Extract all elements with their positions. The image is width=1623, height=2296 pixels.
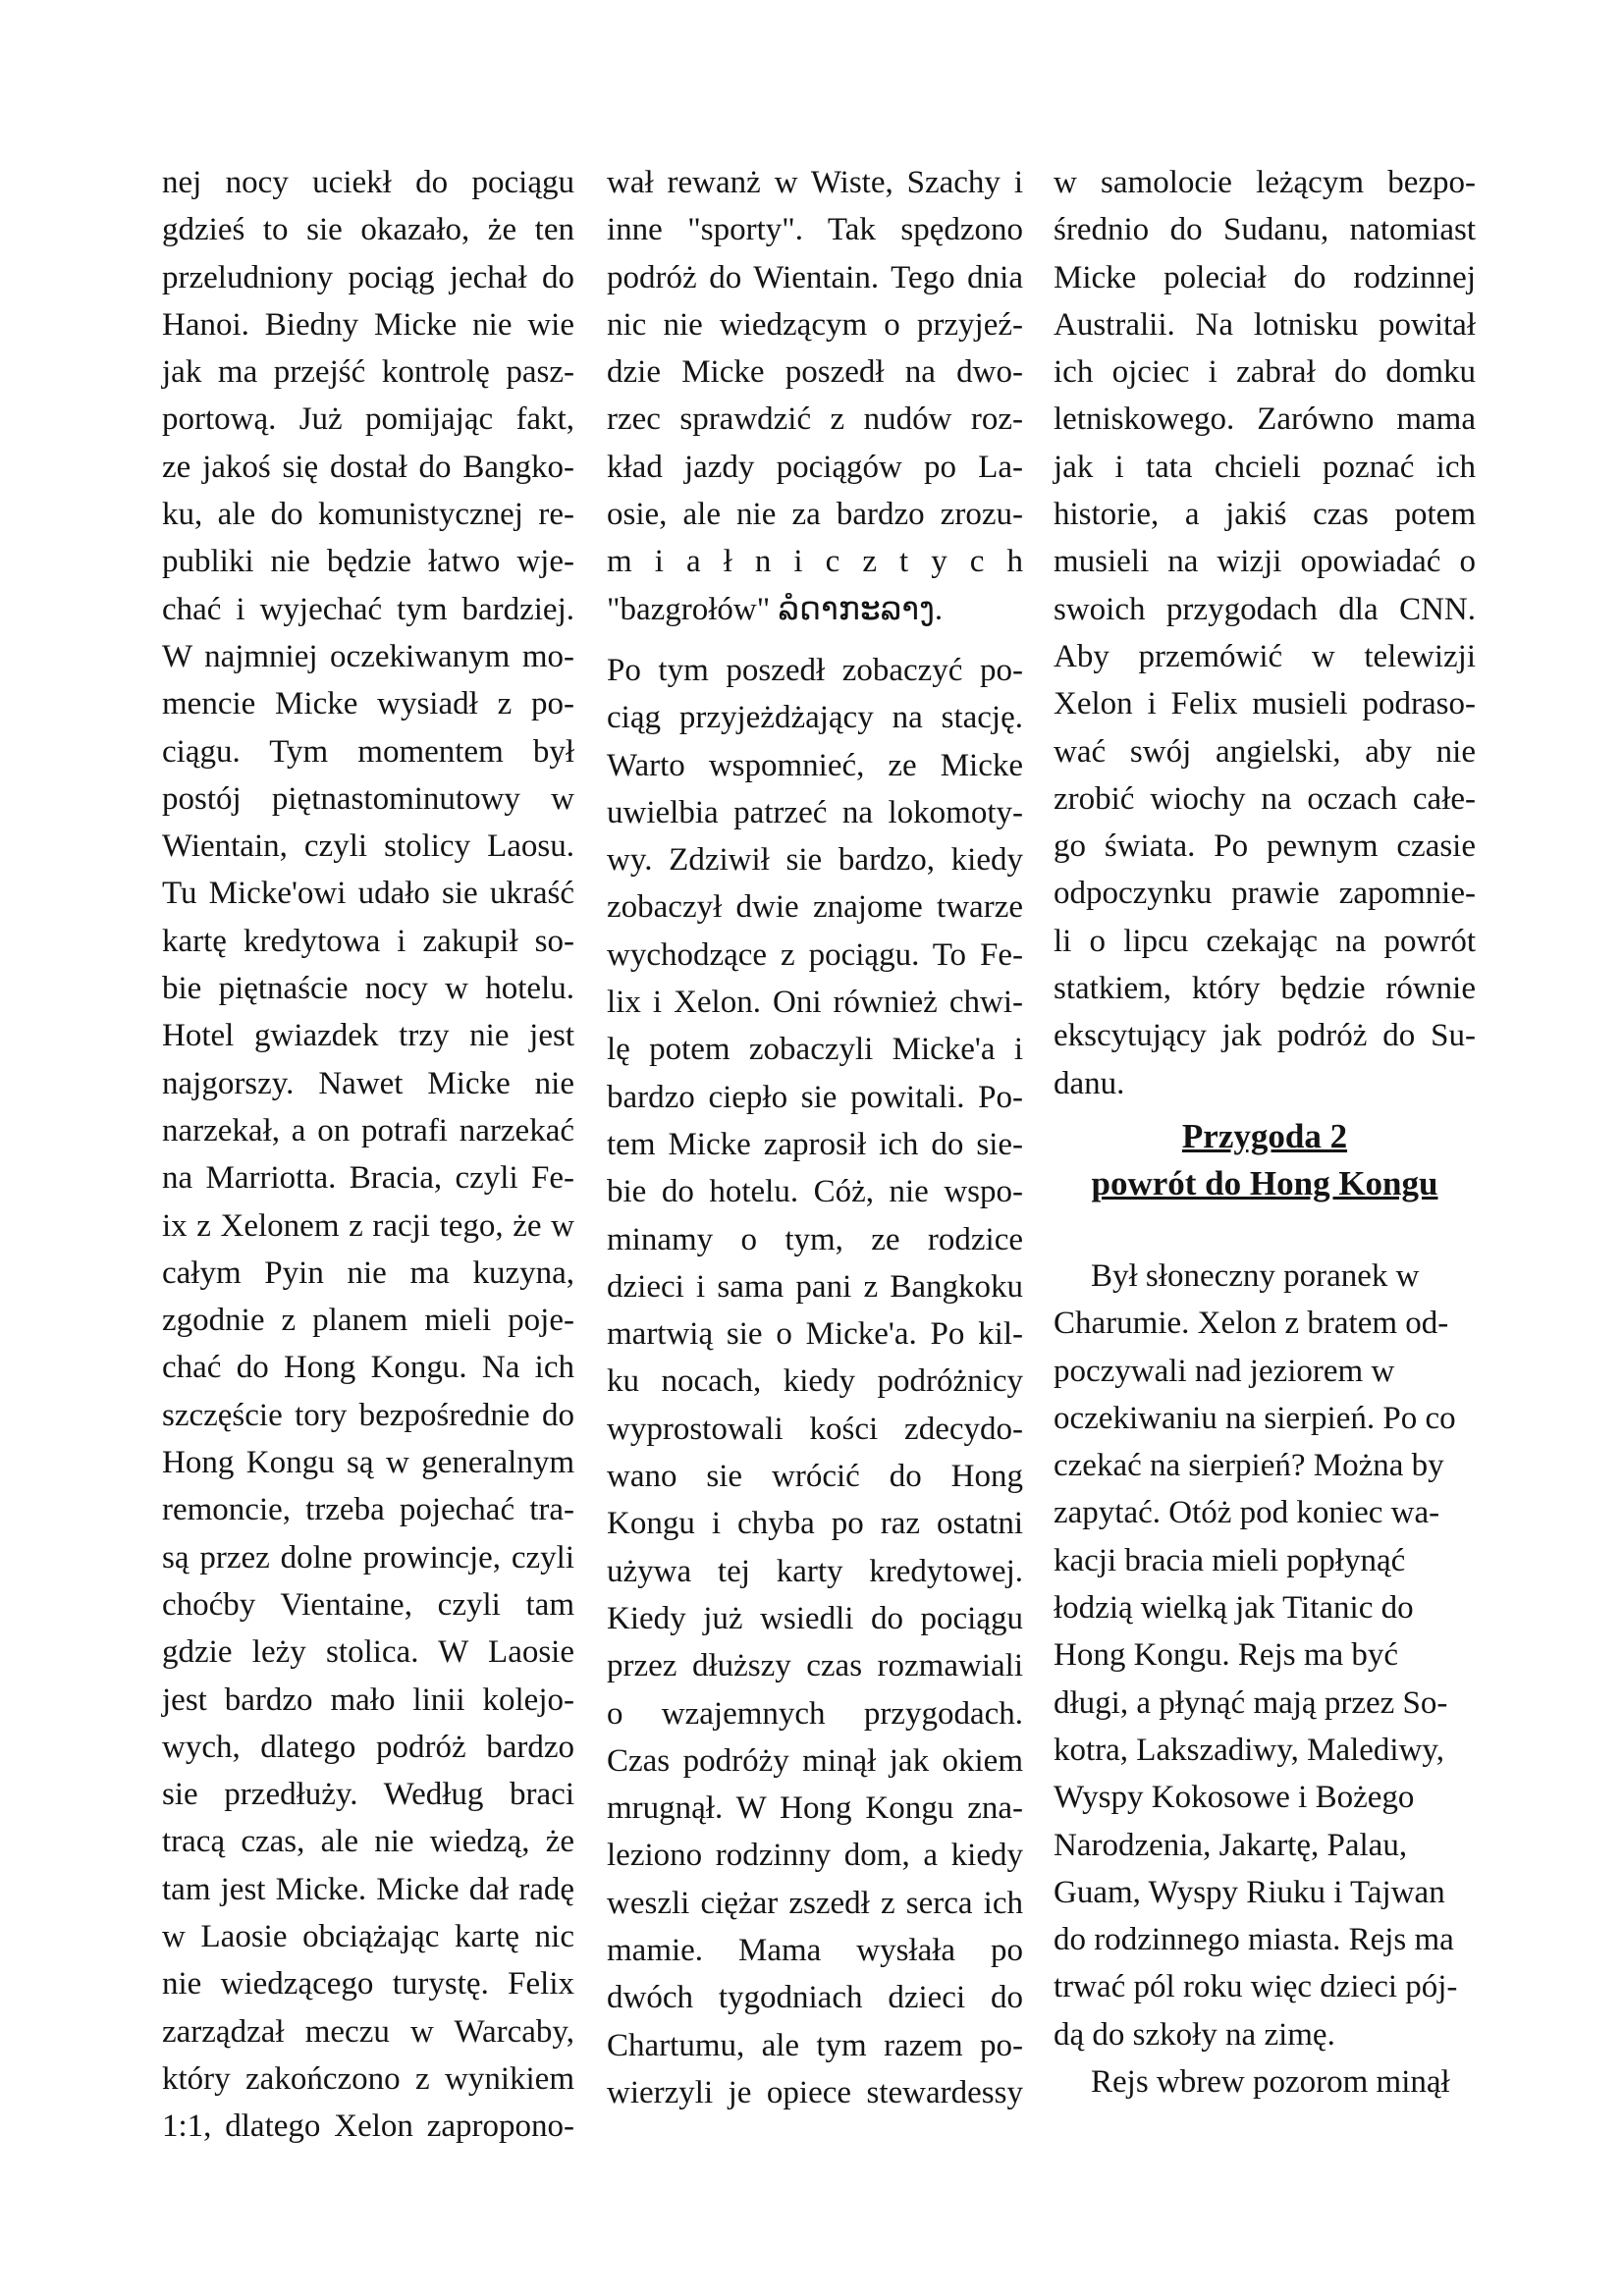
text-line: dzieci i sama pani z Bangkoku [607,1268,1023,1305]
text-line: na Marriotta. Bracia, czyli Fe- [162,1160,574,1197]
text-line: odpoczynku prawie zapomnie- [1054,876,1476,912]
text-line: czekać na sierpień? Można by [1054,1448,1444,1484]
text-line: zarządzał meczu w Warcaby, [162,2013,574,2050]
text-line: szczęście tory bezpośrednie do [162,1397,574,1433]
text-line: Hong Kongu. Rejs ma być [1054,1637,1399,1674]
text-line: bardzo ciepło sie powitali. Po- [607,1079,1023,1115]
text-line: który zakończono z wynikiem [162,2060,574,2097]
text-line: postój piętnastominutowy w [162,780,574,817]
text-line: Hanoi. Biedny Micke nie wie [162,306,574,343]
text-line: Narodzenia, Jakartę, Palau, [1054,1827,1408,1863]
text-line: Warto wspomnieć, ze Micke [607,747,1023,783]
text-line: lę potem zobaczyli Micke'a i [607,1032,1023,1068]
text-line: tracą czas, ale nie wiedzą, że [162,1824,574,1860]
text-line: ciągu. Tym momentem był [162,733,574,770]
text-line: ekscytujący jak podróż do Su- [1054,1018,1476,1054]
text-line: wierzyli je opiece stewardessy [607,2074,1023,2110]
text-line: Wientain, czyli stolicy Laosu. [162,828,574,865]
text-line: zrobić wiochy na oczach całe- [1054,780,1476,817]
text-line: W najmniej oczekiwanym mo- [162,638,574,674]
text-line: całym Pyin nie ma kuzyna, [162,1255,574,1291]
text-line: jak i tata chcieli poznać ich [1054,449,1476,485]
text-line: bie piętnaście nocy w hotelu. [162,971,574,1007]
text-line: jak ma przejść kontrolę pasz- [162,354,574,391]
text-line: rzec sprawdzić z nudów roz- [607,401,1023,438]
text-line: martwią sie o Micke'a. Po kil- [607,1316,1023,1353]
text-line: lix i Xelon. Oni również chwi- [607,985,1023,1021]
text-line: tem Micke zaprosił ich do sie- [607,1126,1023,1162]
text-line: w samolocie leżącym bezpo- [1054,165,1476,200]
text-line: bie do hotelu. Cóż, nie wspo- [607,1174,1023,1210]
text-line: Xelon i Felix musieli podraso- [1054,686,1476,722]
text-column-1 [162,159,574,2150]
text-line: go świata. Po pewnym czasie [1054,828,1476,865]
text-line: nic nie wiedzącym o przyjeź- [607,306,1023,343]
text-line: przez dłuższy czas rozmawiali [607,1648,1023,1684]
text-line: kład jazdy pociągów po La- [607,449,1023,485]
text-line: mamie. Mama wysłała po [607,1932,1023,1968]
text-line: Kongu i chyba po raz ostatni [607,1506,1023,1542]
text-line: Tu Micke'owi udało sie ukraść [162,876,574,912]
text-line: są przez dolne prowincje, czyli [162,1539,574,1575]
text-line: o wzajemnych przygodach. [607,1695,1023,1732]
paragraph-gap [607,633,1023,647]
text-line: ix z Xelonem z racji tego, że w [162,1207,574,1244]
text-line: nie wiedzącego turystę. Felix [162,1966,574,2002]
text-line: portową. Już pomijając fakt, [162,401,574,438]
text-line: ich ojciec i zabrał do domku [1054,354,1476,391]
text-line: wy. Zdziwił sie bardzo, kiedy [607,842,1023,879]
text-line: wano sie wrócić do Hong [607,1459,1023,1495]
text-line: osie, ale nie za bardzo zrozu- [607,497,1023,533]
text-line: gdzieś to sie okazało, że ten [162,212,574,248]
text-line: wyprostowali kości zdecydo- [607,1411,1023,1447]
text-line: Po tym poszedł zobaczyć po- [607,652,1023,688]
text-line: choćby Vientaine, czyli tam [162,1586,574,1623]
text-line: trwać pól roku więc dzieci pój- [1054,1969,1458,2005]
text-line: chać do Hong Kongu. Na ich [162,1350,574,1386]
text-line: uwielbia patrzeć na lokomoty- [607,794,1023,830]
text-line: kacji bracia mieli popłynąć [1054,1542,1406,1578]
text-line: poczywali nad jeziorem w [1054,1353,1395,1389]
text-line: dwóch tygodniach dzieci do [607,1980,1023,2016]
text-line: chać i wyjechać tym bardziej. [162,591,574,627]
text-line: Czas podróży minął jak okiem [607,1742,1023,1779]
text-line: dą do szkoły na zimę. [1054,2016,1335,2053]
text-line: oczekiwaniu na sierpień. Po co [1054,1400,1456,1436]
text-line: swoich przygodach dla CNN. [1054,591,1476,627]
text-line: Chartumu, ale tym razem po- [607,2027,1023,2063]
text-line: zapytać. Otóż pod koniec wa- [1054,1495,1440,1531]
text-line: Hong Kongu są w generalnym [162,1445,574,1481]
text-line: leziono rodzinny dom, a kiedy [607,1838,1023,1874]
text-line: 1:1, dlatego Xelon zapropono- [162,2109,574,2145]
text-line: kartę kredytowa i zakupił so- [162,923,574,959]
text-line: minamy o tym, ze rodzice [607,1221,1023,1257]
text-line: ku, ale do komunistycznej re- [162,497,574,533]
text-line: wychodzące z pociągu. To Fe- [607,936,1023,973]
section-heading-line-1: Przygoda 2 [1181,1116,1348,1155]
text-line: danu. [1054,1065,1125,1101]
text-line: Guam, Wyspy Riuku i Tajwan [1054,1874,1445,1910]
text-line: gdzie leży stolica. W Laosie [162,1634,574,1671]
text-line: ku nocach, kiedy podróżnicy [607,1363,1023,1400]
text-line: tam jest Micke. Micke dał radę [162,1871,574,1907]
heading-bottom-gap [1054,1207,1476,1253]
text-line: mencie Micke wysiadł z po- [162,686,574,722]
text-line: jest bardzo mało linii kolejo- [162,1682,574,1718]
text-line: li o lipcu czekając na powrót [1054,923,1476,959]
text-line: sie przedłuży. Według braci [162,1777,574,1813]
text-line: długi, a płynąć mają przez So- [1054,1684,1448,1721]
text-line: mrugnął. W Hong Kongu zna- [607,1790,1023,1827]
text-line: Kiedy już wsiedli do pociągu [607,1600,1023,1636]
text-line: w Laosie obciążając kartę nic [162,1918,574,1954]
text-line: narzekał, a on potrafi narzekać [162,1112,574,1148]
text-line: Hotel gwiazdek trzy nie jest [162,1018,574,1054]
text-line: wać swój angielski, aby nie [1054,733,1476,770]
text-line: zobaczył dwie znajome twarze [607,889,1023,926]
text-column-3 [1054,159,1476,2106]
text-line: letniskowego. Zarówno mama [1054,401,1476,438]
section-heading-line-2: powrót do Hong Kongu [1091,1163,1438,1202]
text-line: musieli na wizji opowiadać o [1054,544,1476,580]
text-line: do rodzinnego miasta. Rejs ma [1054,1922,1454,1958]
text-line: ze jakoś się dostał do Bangko- [162,449,574,485]
text-line: inne "sporty". Tak spędzono [607,212,1023,248]
text-line: m i a ł n i c z t y c h [607,544,1023,580]
text-line: używa tej karty kredytowej. [607,1553,1023,1589]
text-line: przeludniony pociąg jechał do [162,259,574,295]
text-line: remoncie, trzeba pojechać tra- [162,1492,574,1528]
text-line: statkiem, który będzie równie [1054,971,1476,1007]
text-line: publiki nie będzie łatwo wje- [162,544,574,580]
text-line: średnio do Sudanu, natomiast [1054,212,1476,248]
text-line: Micke poleciał do rodzinnej [1054,259,1476,295]
text-line: nej nocy uciekł do pociągu [162,165,574,200]
text-line: wał rewanż w Wiste, Szachy i [607,165,1023,200]
text-line: "bazgrołów" ລໍດາກະລາງ. [607,591,944,627]
text-line: wych, dlatego podróż bardzo [162,1729,574,1765]
text-line: historie, a jakiś czas potem [1054,497,1476,533]
text-line: ciąg przyjeżdżający na stację. [607,700,1023,736]
text-line: Australii. Na lotnisku powitał [1054,306,1476,343]
text-line: najgorszy. Nawet Micke nie [162,1065,574,1101]
text-line: Wyspy Kokosowe i Bożego [1054,1780,1415,1816]
text-line: Rejs wbrew pozorom minął [1091,2063,1450,2100]
text-line: Aby przemówić w telewizji [1054,638,1476,674]
text-line: kotra, Lakszadiwy, Malediwy, [1054,1732,1445,1768]
text-line: podróż do Wientain. Tego dnia [607,259,1023,295]
text-line: Charumie. Xelon z bratem od- [1054,1306,1449,1342]
text-line: łodzią wielką jak Titanic do [1054,1590,1414,1627]
text-column-2 [607,159,1023,2116]
text-line: dzie Micke poszedł na dwo- [607,354,1023,391]
text-line: zgodnie z planem mieli poje- [162,1303,574,1339]
text-line: weszli ciężar zszedł z serca ich [607,1885,1023,1921]
text-line: Był słoneczny poranek w [1091,1257,1420,1294]
